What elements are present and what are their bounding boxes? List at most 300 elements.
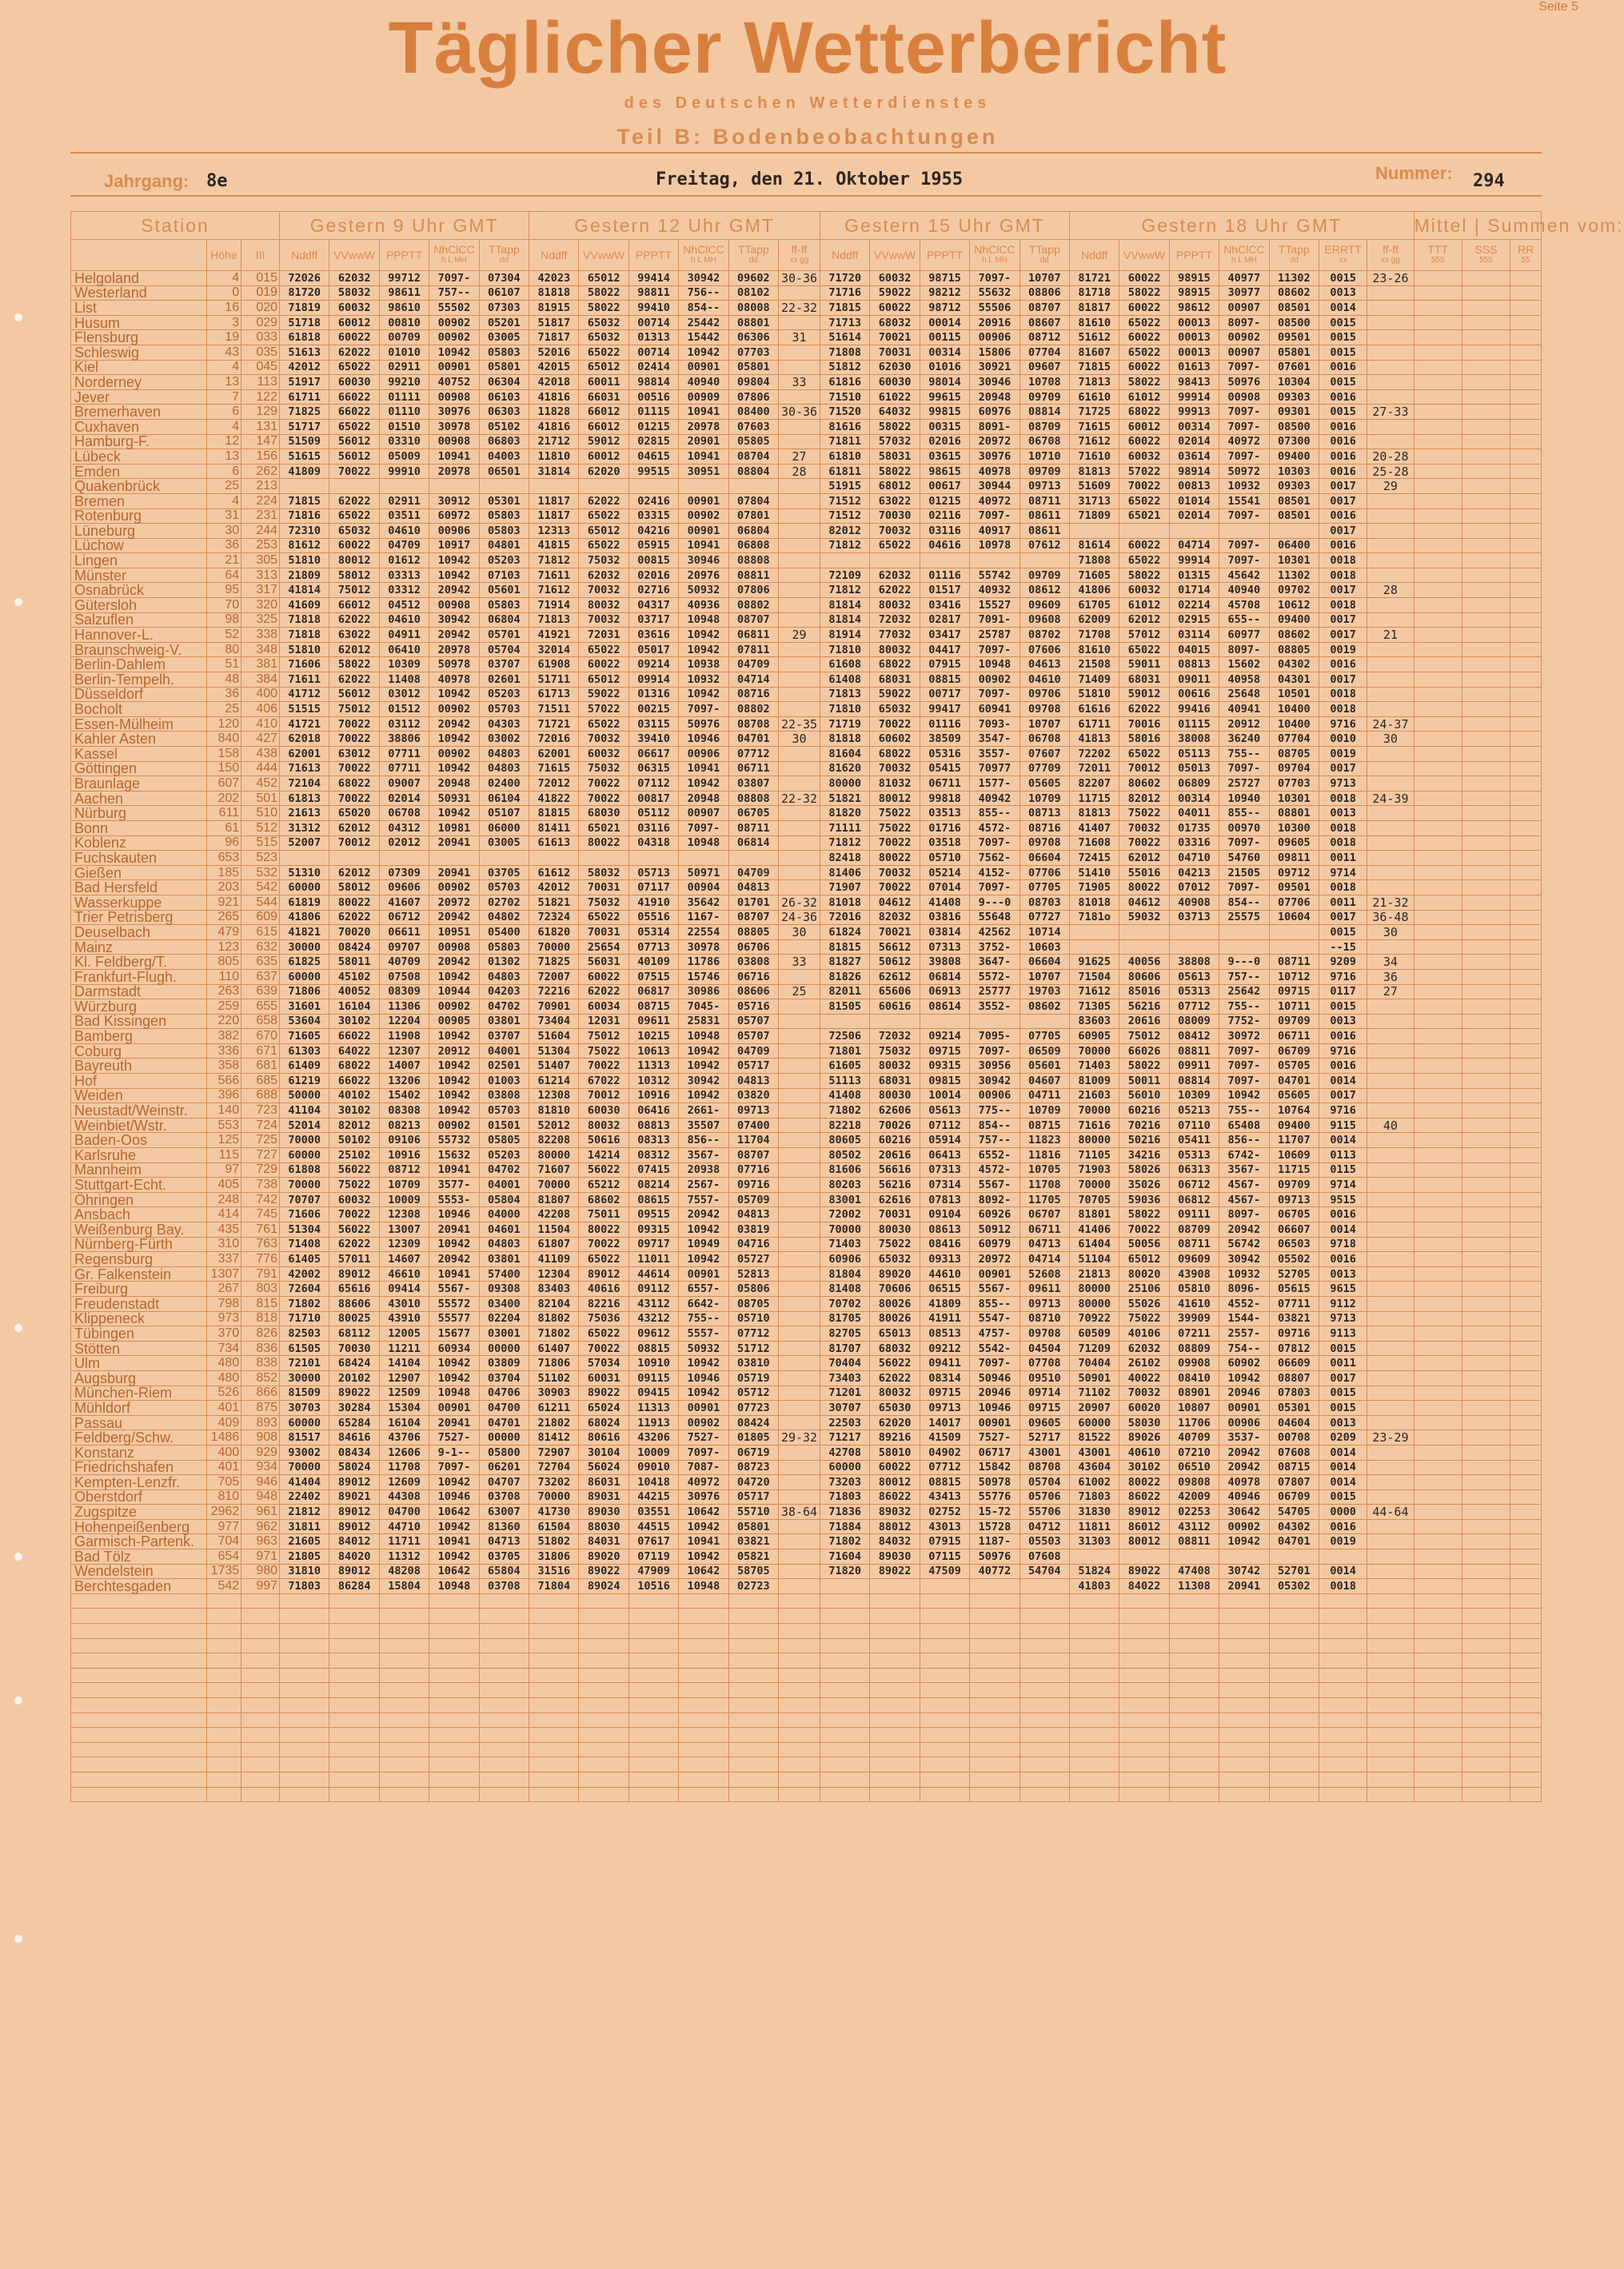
- empty-row: [71, 1668, 1542, 1683]
- obs-15-cell: 70026: [870, 1118, 920, 1133]
- obs-12-cell: 05112: [628, 806, 678, 821]
- errtt-cell: 0013: [1319, 806, 1367, 821]
- ttt-cell: [1414, 955, 1462, 970]
- obs-9-cell: 03001: [479, 1326, 529, 1342]
- obs-12-cell: 75032: [579, 553, 628, 568]
- obs-9-cell: 06107: [479, 285, 529, 301]
- gust-18-cell: 34: [1367, 955, 1414, 970]
- obs-18-cell: 71808: [1070, 553, 1119, 568]
- empty-cell: [970, 1624, 1019, 1639]
- empty-row: [71, 1683, 1542, 1698]
- obs-15-cell: 63022: [870, 493, 920, 508]
- gust-12-cell: 22-32: [779, 301, 820, 316]
- obs-18-cell: 20942: [1219, 1445, 1269, 1460]
- empty-cell: [71, 1698, 207, 1713]
- obs-15-cell: 71604: [820, 1549, 870, 1565]
- obs-12-cell: 89022: [579, 1564, 628, 1579]
- obs-15-cell: 51614: [820, 330, 870, 345]
- obs-12-cell: 98814: [628, 375, 678, 390]
- empty-cell: [779, 1609, 820, 1624]
- obs-18-cell: 72011: [1070, 761, 1119, 776]
- empty-row: [71, 1653, 1542, 1669]
- obs-18-cell: 05801: [1269, 345, 1319, 360]
- obs-12-cell: 65022: [579, 716, 628, 732]
- obs-12-cell: 07400: [728, 1118, 778, 1133]
- station-index: 313: [241, 568, 280, 583]
- obs-15-cell: 62616: [870, 1192, 920, 1207]
- obs-9-cell: 22402: [280, 1489, 329, 1505]
- obs-9-cell: 61405: [280, 1252, 329, 1267]
- obs-18-cell: 08501: [1269, 301, 1319, 316]
- obs-12-cell: 00215: [628, 702, 678, 717]
- table-row: [71, 1311, 1542, 1326]
- obs-18-cell: 58022: [1119, 1059, 1169, 1074]
- empty-cell: [529, 1757, 579, 1773]
- obs-15-cell: 00314: [920, 345, 969, 360]
- obs-9-cell: 02400: [479, 776, 529, 792]
- obs-18-cell: 71610: [1070, 449, 1119, 465]
- obs-18-cell: 05615: [1269, 1282, 1319, 1297]
- obs-12-cell: 06706: [728, 939, 778, 955]
- obs-12-cell: 81807: [529, 1192, 579, 1207]
- sss-cell: [1462, 1519, 1510, 1534]
- station-index: 948: [241, 1489, 280, 1505]
- empty-row: [71, 1638, 1542, 1653]
- obs-9-cell: 40052: [329, 984, 379, 999]
- station-index: 438: [241, 747, 280, 762]
- obs-18-cell: 08711: [1269, 955, 1319, 970]
- obs-18-cell: 98413: [1169, 375, 1219, 390]
- obs-9-cell: 70000: [280, 1178, 329, 1193]
- errtt-cell: 9115: [1319, 1118, 1367, 1133]
- station-height: 52: [206, 628, 241, 643]
- obs-15-cell: 07915: [920, 657, 969, 672]
- obs-18-cell: 8096-: [1219, 1282, 1269, 1297]
- obs-9-cell: 14007: [379, 1059, 429, 1074]
- rr-cell: [1510, 761, 1542, 776]
- obs-15-cell: 56022: [870, 1356, 920, 1371]
- obs-9-cell: 00905: [429, 1014, 479, 1029]
- sss-cell: [1462, 301, 1510, 316]
- obs-12-cell: 09115: [628, 1370, 678, 1386]
- obs-12-cell: 11704: [728, 1133, 778, 1148]
- obs-15-cell: 80605: [820, 1133, 870, 1148]
- obs-15-cell: 20948: [970, 389, 1019, 405]
- obs-18-cell: 7097-: [1219, 1043, 1269, 1059]
- obs-12-cell: 81802: [529, 1311, 579, 1326]
- gust-12-cell: [779, 1326, 820, 1342]
- obs-15-cell: 44610: [920, 1266, 969, 1282]
- obs-12-cell: 42015: [529, 360, 579, 375]
- obs-9-cell: 01111: [379, 389, 429, 405]
- obs-12-cell: 89022: [579, 1386, 628, 1401]
- empty-cell: [379, 1593, 429, 1609]
- obs-9-cell: 71408: [280, 1237, 329, 1252]
- obs-12-cell: 58022: [579, 301, 628, 316]
- station-name: Kempten-Lenzfr.: [71, 1475, 207, 1490]
- obs-12-cell: 80616: [579, 1430, 628, 1446]
- rr-cell: [1510, 1445, 1542, 1460]
- empty-cell: [820, 1742, 870, 1757]
- obs-18-cell: 11308: [1169, 1579, 1219, 1594]
- obs-12-cell: 99410: [628, 301, 678, 316]
- gust-12-cell: [779, 493, 820, 508]
- obs-9-cell: 20941: [429, 865, 479, 880]
- empty-row: [71, 1742, 1542, 1757]
- obs-18-cell: 86012: [1119, 1519, 1169, 1534]
- errtt-cell: 9716: [1319, 716, 1367, 732]
- empty-cell: [1269, 1742, 1319, 1757]
- gust-12-cell: [779, 1296, 820, 1311]
- obs-18-cell: 40958: [1219, 672, 1269, 688]
- obs-15-cell: 06604: [1019, 955, 1069, 970]
- subheader-ttapp-12: TTapp dd: [728, 240, 778, 271]
- obs-15-cell: 07712: [920, 1460, 969, 1475]
- obs-12-cell: 11313: [628, 1401, 678, 1416]
- station-height: 70: [206, 598, 241, 613]
- empty-cell: [206, 1757, 241, 1773]
- station-height: 123: [206, 939, 241, 955]
- obs-12-cell: 10910: [628, 1356, 678, 1371]
- table-row: [71, 434, 1542, 449]
- obs-9-cell: 00901: [429, 360, 479, 375]
- obs-12-cell: 40940: [679, 375, 728, 390]
- empty-cell: [1119, 1683, 1169, 1698]
- station-index: 348: [241, 642, 280, 657]
- sss-cell: [1462, 657, 1510, 672]
- rr-cell: [1510, 1148, 1542, 1163]
- obs-15-cell: 06509: [1019, 1043, 1069, 1059]
- obs-12-cell: 80032: [579, 598, 628, 613]
- obs-12-cell: 73202: [529, 1475, 579, 1490]
- table-row: [71, 1192, 1542, 1207]
- empty-cell: [529, 1742, 579, 1757]
- obs-15-cell: 42708: [820, 1445, 870, 1460]
- obs-15-cell: 65022: [870, 538, 920, 553]
- obs-15-cell: 71201: [820, 1386, 870, 1401]
- ttt-cell: [1414, 285, 1462, 301]
- obs-9-cell: 60000: [280, 969, 329, 984]
- obs-18-cell: 07807: [1269, 1475, 1319, 1490]
- obs-15-cell: 55742: [970, 568, 1019, 583]
- table-row: [71, 672, 1542, 688]
- gust-18-cell: [1367, 851, 1414, 866]
- obs-12-cell: 60034: [579, 999, 628, 1015]
- obs-12-cell: 08313: [628, 1133, 678, 1148]
- ttt-cell: [1414, 1445, 1462, 1460]
- obs-9-cell: 04700: [479, 1401, 529, 1416]
- obs-15-cell: 71815: [820, 301, 870, 316]
- empty-cell: [241, 1668, 280, 1683]
- obs-15-cell: 84032: [870, 1534, 920, 1549]
- empty-cell: [1119, 1593, 1169, 1609]
- obs-9-cell: 03705: [479, 1549, 529, 1565]
- rr-cell: [1510, 1192, 1542, 1207]
- obs-15-cell: 08611: [1019, 524, 1069, 539]
- ttt-cell: [1414, 449, 1462, 465]
- station-index: 045: [241, 360, 280, 375]
- obs-15-cell: 08711: [1019, 493, 1069, 508]
- obs-15-cell: 09713: [1019, 479, 1069, 494]
- obs-18-cell: 04612: [1119, 895, 1169, 910]
- station-name: Emden: [71, 464, 207, 479]
- obs-9-cell: 58022: [329, 657, 379, 672]
- obs-18-cell: 31303: [1070, 1534, 1119, 1549]
- obs-15-cell: 68012: [870, 479, 920, 494]
- obs-15-cell: 50976: [970, 1549, 1019, 1565]
- station-name: Braunlage: [71, 776, 207, 792]
- obs-12-cell: 10941: [679, 449, 728, 465]
- errtt-cell: 0000: [1319, 1505, 1367, 1520]
- obs-18-cell: 62012: [1119, 851, 1169, 866]
- empty-cell: [679, 1593, 728, 1609]
- gust-18-cell: [1367, 1192, 1414, 1207]
- empty-cell: [1367, 1668, 1414, 1683]
- obs-15-cell: 71836: [820, 1505, 870, 1520]
- obs-12-cell: 08802: [728, 598, 778, 613]
- obs-15-cell: 71111: [820, 820, 870, 835]
- ttt-cell: [1414, 999, 1462, 1015]
- errtt-cell: 0017: [1319, 479, 1367, 494]
- obs-12-cell: 65032: [579, 330, 628, 345]
- obs-15-cell: 81814: [820, 612, 870, 628]
- station-height: 95: [206, 583, 241, 598]
- obs-12-cell: 11817: [529, 493, 579, 508]
- obs-12-cell: 7045-: [679, 999, 728, 1015]
- station-index: 512: [241, 820, 280, 835]
- gust-18-cell: [1367, 1445, 1414, 1460]
- obs-12-cell: 03820: [728, 1088, 778, 1103]
- ttt-cell: [1414, 479, 1462, 494]
- station-name: Gr. Falkenstein: [71, 1266, 207, 1282]
- obs-15-cell: [970, 553, 1019, 568]
- gust-18-cell: [1367, 687, 1414, 702]
- rr-cell: [1510, 479, 1542, 494]
- station-name: List: [71, 301, 207, 316]
- obs-12-cell: 10942: [679, 628, 728, 643]
- obs-18-cell: 71612: [1070, 984, 1119, 999]
- obs-12-cell: 20976: [679, 568, 728, 583]
- empty-cell: [728, 1698, 778, 1713]
- station-name: Mühldorf: [71, 1401, 207, 1416]
- obs-18-cell: 01014: [1169, 493, 1219, 508]
- station-index: 147: [241, 434, 280, 449]
- obs-15-cell: 80032: [870, 1386, 920, 1401]
- errtt-cell: 0018: [1319, 702, 1367, 717]
- empty-cell: [1414, 1609, 1462, 1624]
- errtt-cell: 0014: [1319, 1074, 1367, 1089]
- obs-18-cell: 09501: [1269, 330, 1319, 345]
- obs-15-cell: 05415: [920, 761, 969, 776]
- obs-12-cell: 71825: [529, 955, 579, 970]
- empty-cell: [529, 1668, 579, 1683]
- obs-15-cell: 06913: [920, 984, 969, 999]
- obs-12-cell: 05516: [628, 910, 678, 925]
- obs-18-cell: 05313: [1169, 984, 1219, 999]
- obs-12-cell: 56024: [579, 1460, 628, 1475]
- empty-cell: [479, 1624, 529, 1639]
- ttt-cell: [1414, 1014, 1462, 1029]
- ttt-cell: [1414, 538, 1462, 553]
- obs-15-cell: 10714: [1019, 925, 1069, 940]
- obs-15-cell: 81620: [820, 761, 870, 776]
- empty-cell: [820, 1698, 870, 1713]
- obs-12-cell: 02414: [628, 360, 678, 375]
- obs-12-cell: 65022: [579, 1252, 628, 1267]
- obs-18-cell: 08500: [1269, 419, 1319, 434]
- obs-15-cell: 58022: [870, 419, 920, 434]
- station-index: 658: [241, 1014, 280, 1029]
- obs-9-cell: 06303: [479, 405, 529, 420]
- obs-12-cell: 51102: [529, 1370, 579, 1386]
- station-index: 452: [241, 776, 280, 792]
- obs-12-cell: 71804: [529, 1579, 579, 1594]
- obs-15-cell: 70022: [870, 880, 920, 895]
- obs-15-cell: 07708: [1019, 1356, 1069, 1371]
- obs-15-cell: 30707: [820, 1401, 870, 1416]
- obs-9-cell: 06304: [479, 375, 529, 390]
- obs-12-cell: 7557-: [679, 1192, 728, 1207]
- obs-9-cell: 03708: [479, 1489, 529, 1505]
- obs-9-cell: 89012: [329, 1564, 379, 1579]
- obs-15-cell: 71713: [820, 315, 870, 330]
- obs-9-cell: 30000: [280, 1370, 329, 1386]
- empty-cell: [820, 1683, 870, 1698]
- obs-12-cell: 88030: [579, 1519, 628, 1534]
- obs-9-cell: 13007: [379, 1222, 429, 1238]
- empty-cell: [1070, 1772, 1119, 1787]
- obs-18-cell: 60022: [1119, 301, 1169, 316]
- obs-9-cell: 40102: [329, 1088, 379, 1103]
- obs-15-cell: 08815: [920, 672, 969, 688]
- obs-15-cell: 03615: [920, 449, 969, 465]
- obs-12-cell: 7097-: [679, 702, 728, 717]
- obs-9-cell: 00902: [429, 330, 479, 345]
- sss-cell: [1462, 612, 1510, 628]
- empty-cell: [529, 1653, 579, 1669]
- sss-cell: [1462, 464, 1510, 479]
- obs-9-cell: 60012: [329, 315, 379, 330]
- station-name: Coburg: [71, 1043, 207, 1059]
- obs-15-cell: 04714: [1019, 1252, 1069, 1267]
- empty-cell: [728, 1638, 778, 1653]
- obs-15-cell: 80502: [820, 1148, 870, 1163]
- obs-18-cell: 06812: [1169, 1192, 1219, 1207]
- obs-12-cell: 08707: [728, 1148, 778, 1163]
- obs-9-cell: 07103: [479, 568, 529, 583]
- empty-cell: [1367, 1609, 1414, 1624]
- obs-9-cell: [280, 851, 329, 866]
- obs-18-cell: 07601: [1269, 360, 1319, 375]
- empty-cell: [329, 1624, 379, 1639]
- obs-18-cell: 10303: [1269, 464, 1319, 479]
- sss-cell: [1462, 672, 1510, 688]
- obs-15-cell: 98212: [920, 285, 969, 301]
- obs-18-cell: 31830: [1070, 1505, 1119, 1520]
- obs-18-cell: 06705: [1269, 1207, 1319, 1222]
- empty-cell: [206, 1713, 241, 1728]
- obs-18-cell: 09303: [1269, 479, 1319, 494]
- obs-15-cell: 08707: [1019, 301, 1069, 316]
- obs-15-cell: 06814: [920, 969, 969, 984]
- obs-12-cell: 07119: [628, 1549, 678, 1565]
- station-name: Nürnberg-Fürth: [71, 1237, 207, 1252]
- gust-18-cell: [1367, 1519, 1414, 1534]
- station-height: 382: [206, 1029, 241, 1044]
- ttt-cell: [1414, 925, 1462, 940]
- errtt-cell: 0011: [1319, 1356, 1367, 1371]
- empty-cell: [1169, 1638, 1219, 1653]
- obs-15-cell: 05706: [1019, 1489, 1069, 1505]
- obs-9-cell: 05009: [379, 449, 429, 465]
- empty-cell: [820, 1728, 870, 1743]
- empty-cell: [870, 1593, 920, 1609]
- obs-9-cell: 65022: [329, 419, 379, 434]
- obs-9-cell: 11312: [379, 1549, 429, 1565]
- obs-15-cell: 00014: [920, 315, 969, 330]
- table-row: [71, 747, 1542, 762]
- rr-cell: [1510, 389, 1542, 405]
- obs-9-cell: 81360: [479, 1519, 529, 1534]
- rr-cell: [1510, 1549, 1542, 1565]
- obs-9-cell: 10941: [429, 1266, 479, 1282]
- obs-18-cell: 51824: [1070, 1564, 1119, 1579]
- obs-15-cell: 47509: [920, 1564, 969, 1579]
- empty-cell: [920, 1698, 969, 1713]
- obs-15-cell: 80026: [870, 1296, 920, 1311]
- obs-18-cell: 20616: [1119, 1014, 1169, 1029]
- obs-15-cell: 04607: [1019, 1074, 1069, 1089]
- gust-12-cell: [779, 1475, 820, 1490]
- gust-18-cell: [1367, 1266, 1414, 1282]
- obs-18-cell: [1219, 524, 1269, 539]
- station-name: Lübeck: [71, 449, 207, 465]
- empty-cell: [1019, 1787, 1069, 1802]
- obs-18-cell: 21505: [1219, 865, 1269, 880]
- obs-18-cell: 81607: [1070, 345, 1119, 360]
- table-row: [71, 524, 1542, 539]
- obs-18-cell: 4567-: [1219, 1192, 1269, 1207]
- obs-12-cell: 06716: [728, 969, 778, 984]
- empty-cell: [1414, 1668, 1462, 1683]
- obs-9-cell: 21812: [280, 1505, 329, 1520]
- empty-cell: [679, 1757, 728, 1773]
- obs-12-cell: 04714: [728, 672, 778, 688]
- obs-18-cell: 21508: [1070, 657, 1119, 672]
- obs-9-cell: [379, 479, 429, 494]
- subheader-ppppt-12: PPPTT: [628, 240, 678, 271]
- empty-cell: [1070, 1668, 1119, 1683]
- obs-9-cell: 03511: [379, 508, 429, 524]
- station-name: Husum: [71, 315, 207, 330]
- table-row: [71, 642, 1542, 657]
- obs-15-cell: 71802: [820, 1534, 870, 1549]
- obs-18-cell: 09704: [1269, 761, 1319, 776]
- gust-12-cell: [779, 820, 820, 835]
- obs-9-cell: 57400: [479, 1266, 529, 1282]
- empty-cell: [1510, 1772, 1542, 1787]
- sss-cell: [1462, 524, 1510, 539]
- gust-12-cell: [779, 865, 820, 880]
- obs-9-cell: 10709: [379, 1178, 429, 1193]
- obs-15-cell: 02116: [920, 508, 969, 524]
- obs-9-cell: 08712: [379, 1162, 429, 1178]
- obs-12-cell: 41921: [529, 628, 579, 643]
- obs-9-cell: 20941: [429, 1415, 479, 1430]
- obs-12-cell: 58032: [579, 865, 628, 880]
- empty-cell: [628, 1698, 678, 1713]
- obs-18-cell: [1269, 939, 1319, 955]
